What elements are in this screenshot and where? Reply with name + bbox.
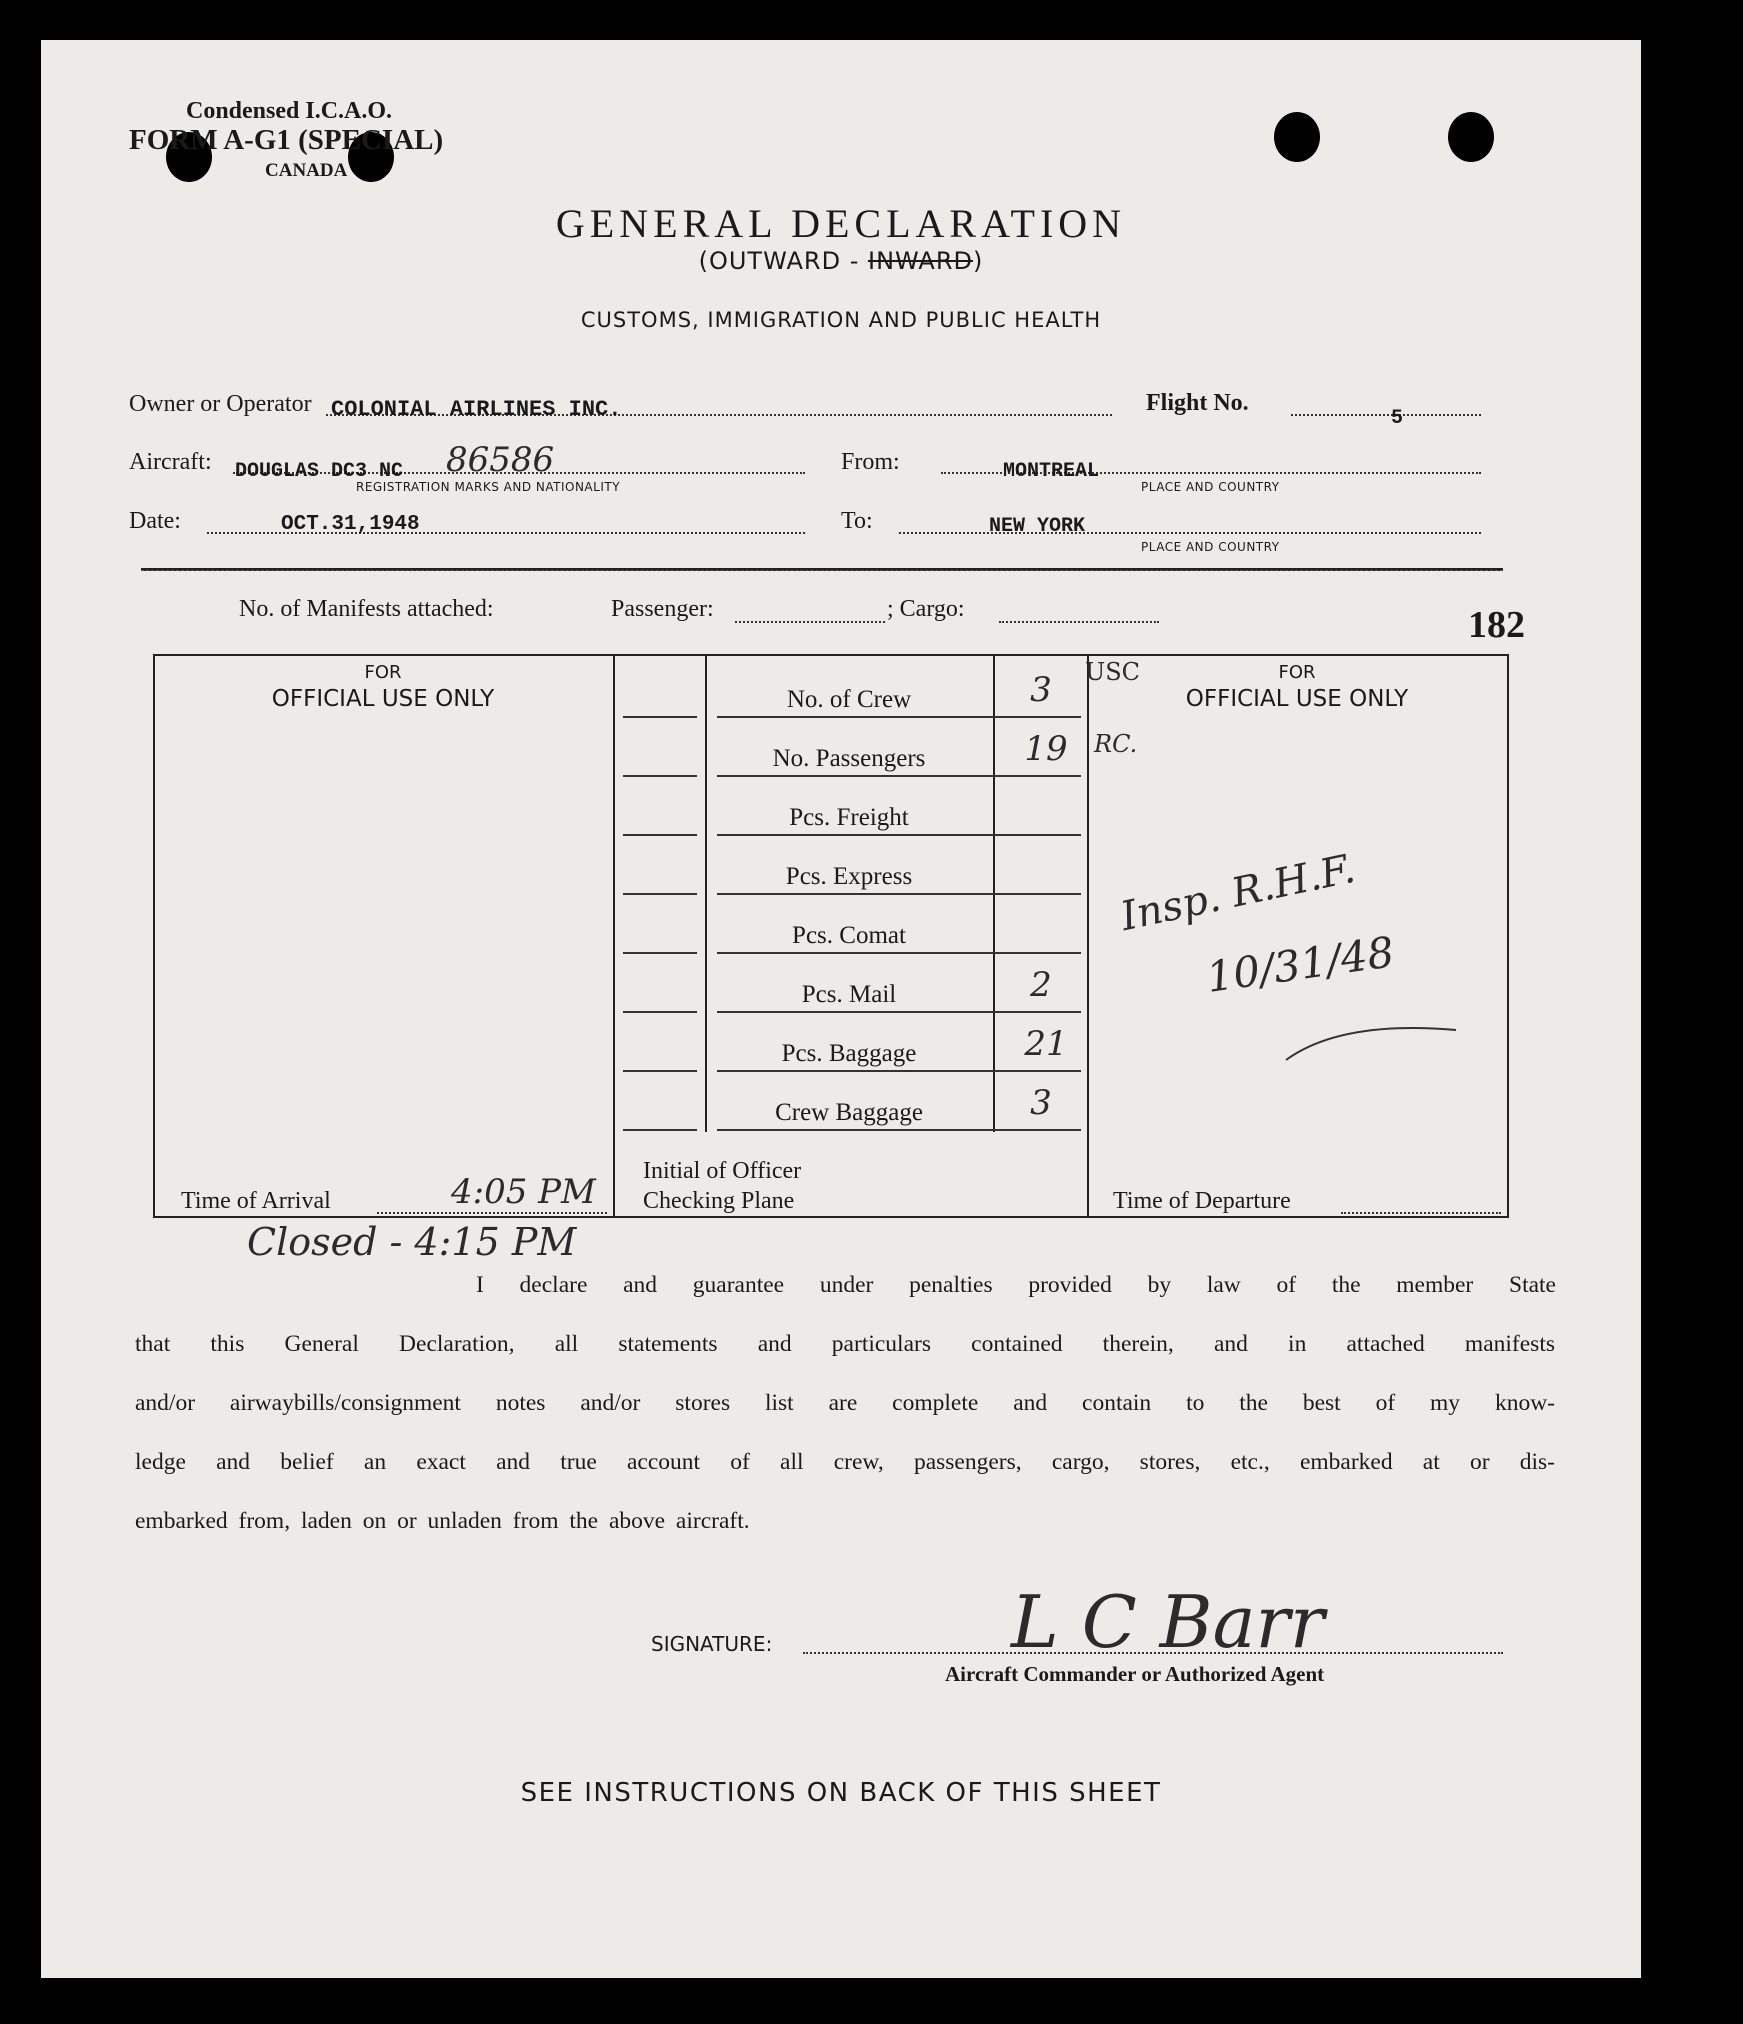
from-label: From:: [841, 449, 900, 475]
table-right-border: [1507, 654, 1509, 1218]
table-row-value: 21: [1024, 1024, 1068, 1064]
to-value: NEW YORK: [989, 515, 1086, 538]
right-panel-official: OFFICIAL USE ONLY: [1185, 686, 1409, 712]
arrival-field-line: [377, 1212, 607, 1214]
initial-line: [623, 834, 697, 836]
row-underline: [717, 952, 1081, 954]
table-row-value: 2: [1030, 965, 1052, 1005]
subtitle-close: ): [973, 247, 984, 275]
punch-hole: [1448, 112, 1494, 162]
aircraft-value: DOUGLAS DC3 NC: [235, 460, 404, 483]
closed-annotation: Closed - 4:15 PM: [247, 1220, 577, 1264]
from-value: MONTREAL: [1003, 460, 1100, 483]
aircraft-handwritten-number: 86586: [446, 440, 555, 480]
initial-line: [623, 952, 697, 954]
departure-label: Time of Departure: [1113, 1188, 1291, 1214]
inspector-flourish: [1281, 980, 1461, 1070]
document-number: 182: [1468, 604, 1525, 646]
form-country-line: CANADA: [265, 160, 348, 181]
signature-caption: Aircraft Commander or Authorized Agent: [945, 1662, 1325, 1686]
row-underline: [717, 775, 1081, 777]
row-underline: [717, 1070, 1081, 1072]
aircraft-label: Aircraft:: [129, 449, 212, 475]
departure-field-line: [1341, 1212, 1501, 1214]
signature-value: L C Barr: [1011, 1580, 1325, 1664]
page-subtitle-2: CUSTOMS, IMMIGRATION AND PUBLIC HEALTH: [580, 308, 1102, 332]
manifests-label: No. of Manifests attached:: [239, 596, 494, 622]
footer-instructions: SEE INSTRUCTIONS ON BACK OF THIS SHEET: [520, 1778, 1162, 1808]
row-underline: [717, 716, 1081, 718]
initial-officer-label: Initial of Officer: [643, 1158, 802, 1184]
row-underline: [717, 1011, 1081, 1013]
from-place-caption: PLACE AND COUNTRY: [1141, 480, 1280, 494]
table-row-label: No. of Crew: [786, 686, 912, 713]
initial-line: [623, 1011, 697, 1013]
table-row-label: Pcs. Freight: [789, 804, 909, 831]
usc-annotation: USC: [1085, 658, 1141, 686]
flight-label: Flight No.: [1146, 390, 1249, 416]
table-row-value: 19: [1024, 729, 1068, 769]
initial-line: [623, 716, 697, 718]
declaration-line: that this General Declaration, all statements and particulars contained therein, and in attached manifests: [135, 1331, 1555, 1357]
table-row-label: Pcs. Express: [785, 863, 913, 890]
inspection-date-annotation: 10/31/48: [1203, 927, 1398, 1002]
declaration-line: and/or airwaybills/consignment notes and/or stores list are complete and contain to the best of my know-: [135, 1390, 1555, 1416]
date-label: Date:: [129, 508, 181, 534]
initial-checking-label: Checking Plane: [643, 1188, 795, 1214]
declaration-form-sheet: [41, 40, 1641, 1978]
flight-field-line: [1291, 414, 1481, 416]
punch-hole: [1274, 112, 1320, 162]
table-row-label: Pcs. Baggage: [781, 1040, 917, 1067]
table-row-label: Pcs. Comat: [792, 922, 906, 949]
left-panel-official: OFFICIAL USE ONLY: [271, 686, 495, 712]
arrival-value: 4:05 PM: [451, 1172, 596, 1212]
section-divider: [141, 568, 1503, 571]
table-bottom-border: [153, 1216, 1509, 1218]
table-top-border: [153, 654, 1509, 656]
owner-label: Owner or Operator: [129, 391, 312, 417]
manifests-passenger-label: Passenger:: [611, 596, 714, 622]
date-value: OCT.31,1948: [281, 513, 420, 536]
registration-caption: REGISTRATION MARKS AND NATIONALITY: [356, 480, 621, 494]
table-row-label: Pcs. Mail: [801, 981, 897, 1008]
declaration-line: ledge and belief an exact and true account of all crew, passengers, cargo, stores, etc., embarked at or dis-: [135, 1449, 1555, 1475]
arrival-label: Time of Arrival: [181, 1188, 331, 1214]
right-panel-for: FOR: [1278, 662, 1316, 683]
initial-line: [623, 1070, 697, 1072]
initial-line: [623, 1129, 697, 1131]
table-row-label: No. Passengers: [772, 745, 926, 772]
row-underline: [717, 893, 1081, 895]
row-underline: [717, 834, 1081, 836]
page-subtitle: [41, 247, 1641, 275]
subtitle-inward-struck: INWARD: [867, 247, 974, 275]
declaration-line: I declare and guarantee under penalties provided by law of the member State: [476, 1272, 1556, 1298]
rc-annotation: RC.: [1094, 730, 1138, 758]
inspector-annotation: Insp. R.H.F.: [1116, 845, 1359, 941]
declaration-line: embarked from, laden on or unladen from the above aircraft.: [135, 1508, 750, 1534]
table-divider-left: [613, 654, 615, 1218]
table-left-border: [153, 654, 155, 1218]
table-row-label: Crew Baggage: [775, 1099, 923, 1126]
table-divider-right: [1087, 654, 1089, 1218]
form-condensed-line: Condensed I.C.A.O.: [186, 98, 393, 124]
initial-line: [623, 775, 697, 777]
to-place-caption: PLACE AND COUNTRY: [1141, 540, 1280, 554]
signature-label: SIGNATURE:: [651, 1632, 773, 1656]
initial-line: [623, 893, 697, 895]
owner-value: COLONIAL AIRLINES INC.: [331, 397, 622, 422]
subtitle-outward: (OUTWARD -: [698, 247, 868, 275]
left-panel-for: FOR: [364, 662, 402, 683]
row-underline: [717, 1129, 1081, 1131]
to-label: To:: [841, 508, 873, 534]
manifests-cargo-line: [999, 621, 1159, 623]
to-field-line: [899, 532, 1481, 534]
table-row-value: 3: [1030, 1083, 1052, 1123]
page-title: GENERAL DECLARATION: [555, 201, 1127, 246]
flight-value: 5: [1391, 407, 1404, 430]
form-number-line: FORM A-G1 (SPECIAL): [129, 124, 444, 156]
manifests-cargo-label: ; Cargo:: [887, 596, 965, 622]
manifests-passenger-line: [735, 621, 885, 623]
table-row-value: 3: [1030, 670, 1052, 710]
